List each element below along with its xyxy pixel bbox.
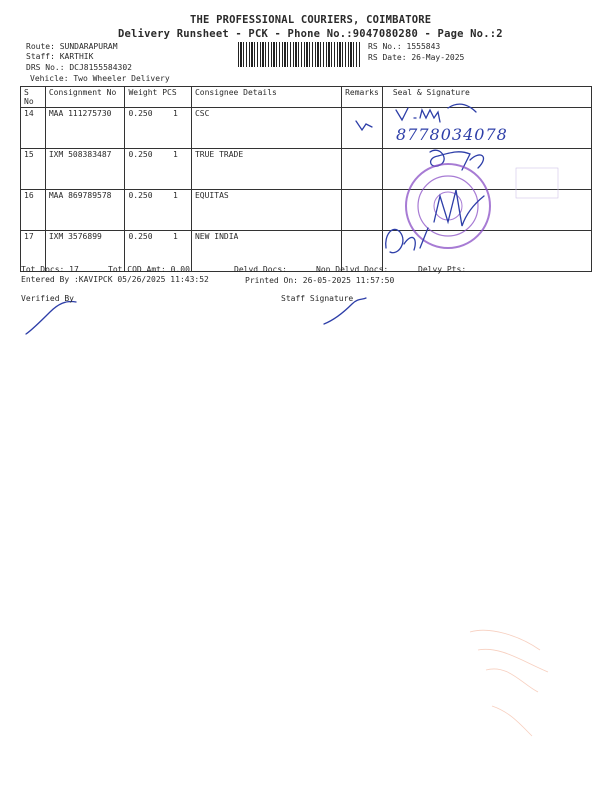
paper-stain bbox=[470, 630, 548, 736]
verified-signature bbox=[26, 301, 76, 334]
cell-consignment: IXM 3576899 bbox=[45, 231, 125, 272]
runsheet-subtitle: Delivery Runsheet - PCK - Phone No.:9047080280 - Page No.:2 bbox=[118, 28, 503, 40]
cell-weight: 0.250 bbox=[125, 190, 160, 231]
rs-number: RS No.: 1555843 bbox=[368, 42, 441, 51]
cell-sno: 14 bbox=[21, 108, 46, 149]
cell-consignment: IXM 508383487 bbox=[45, 149, 125, 190]
header-sno: S No bbox=[21, 87, 46, 108]
cell-sno: 15 bbox=[21, 149, 46, 190]
staff-label: Staff: KARTHIK bbox=[26, 52, 94, 61]
handwritten-name bbox=[396, 104, 476, 122]
row17-signature bbox=[386, 228, 428, 253]
cell-weight: 0.250 bbox=[125, 231, 160, 272]
company-title: THE PROFESSIONAL COURIERS, COIMBATORE bbox=[190, 14, 432, 26]
verified-by-label: Verified By bbox=[21, 294, 74, 303]
cell-pcs: 1 bbox=[160, 231, 192, 272]
cell-consignee: CSC bbox=[191, 108, 341, 149]
drs-number: DRS No.: DCJ8155584302 bbox=[26, 63, 132, 72]
header-weight: Weight bbox=[128, 88, 158, 97]
cell-consignment: MAA 111275730 bbox=[45, 108, 125, 149]
cell-consignee: TRUE TRADE bbox=[191, 149, 341, 190]
header-pcs: PCS bbox=[162, 88, 177, 97]
cell-sno: 16 bbox=[21, 190, 46, 231]
rs-date: RS Date: 26-May-2025 bbox=[368, 53, 465, 62]
cell-weight: 0.250 bbox=[125, 108, 160, 149]
cell-sno: 17 bbox=[21, 231, 46, 272]
cell-pcs: 1 bbox=[160, 190, 192, 231]
tot-docs: Tot Docs: 17 bbox=[21, 265, 79, 274]
header-consignee: Consignee Details bbox=[191, 87, 341, 108]
cell-weight: 0.250 bbox=[125, 149, 160, 190]
header-remarks: Remarks bbox=[342, 87, 383, 108]
staff-signature-label: Staff Signature bbox=[281, 294, 354, 303]
delvd-docs: Delvd Docs: bbox=[234, 265, 287, 274]
entered-by: Entered By :KAVIPCK 05/26/2025 11:43:52 bbox=[21, 275, 209, 284]
route-label: Route: SUNDARAPURAM bbox=[26, 42, 118, 51]
tot-cod-amt: Tot COD Amt: 0.00 bbox=[108, 265, 190, 274]
scribble-signature bbox=[430, 150, 483, 170]
cell-consignee: EQUITAS bbox=[191, 190, 341, 231]
company-stamp bbox=[406, 164, 490, 248]
vehicle-label: Vehicle: Two Wheeler Delivery bbox=[30, 74, 170, 83]
cell-pcs: 1 bbox=[160, 108, 192, 149]
remarks-tick bbox=[356, 121, 372, 130]
non-delvd-docs: Non Delvd Docs: bbox=[316, 265, 389, 274]
header-consignment: Consignment No bbox=[45, 87, 125, 108]
printed-on: Printed On: 26-05-2025 11:57:50 bbox=[245, 276, 395, 285]
header-seal: Seal & Signature bbox=[382, 87, 591, 108]
cell-consignee: NEW INDIA bbox=[191, 231, 341, 272]
delvy-pts: Delvy Pts: bbox=[418, 265, 467, 274]
faded-stamp-text bbox=[516, 168, 558, 198]
handwritten-phone: 8778034078 bbox=[396, 125, 508, 144]
cell-pcs: 1 bbox=[160, 149, 192, 190]
cell-consignment: MAA 869789578 bbox=[45, 190, 125, 231]
